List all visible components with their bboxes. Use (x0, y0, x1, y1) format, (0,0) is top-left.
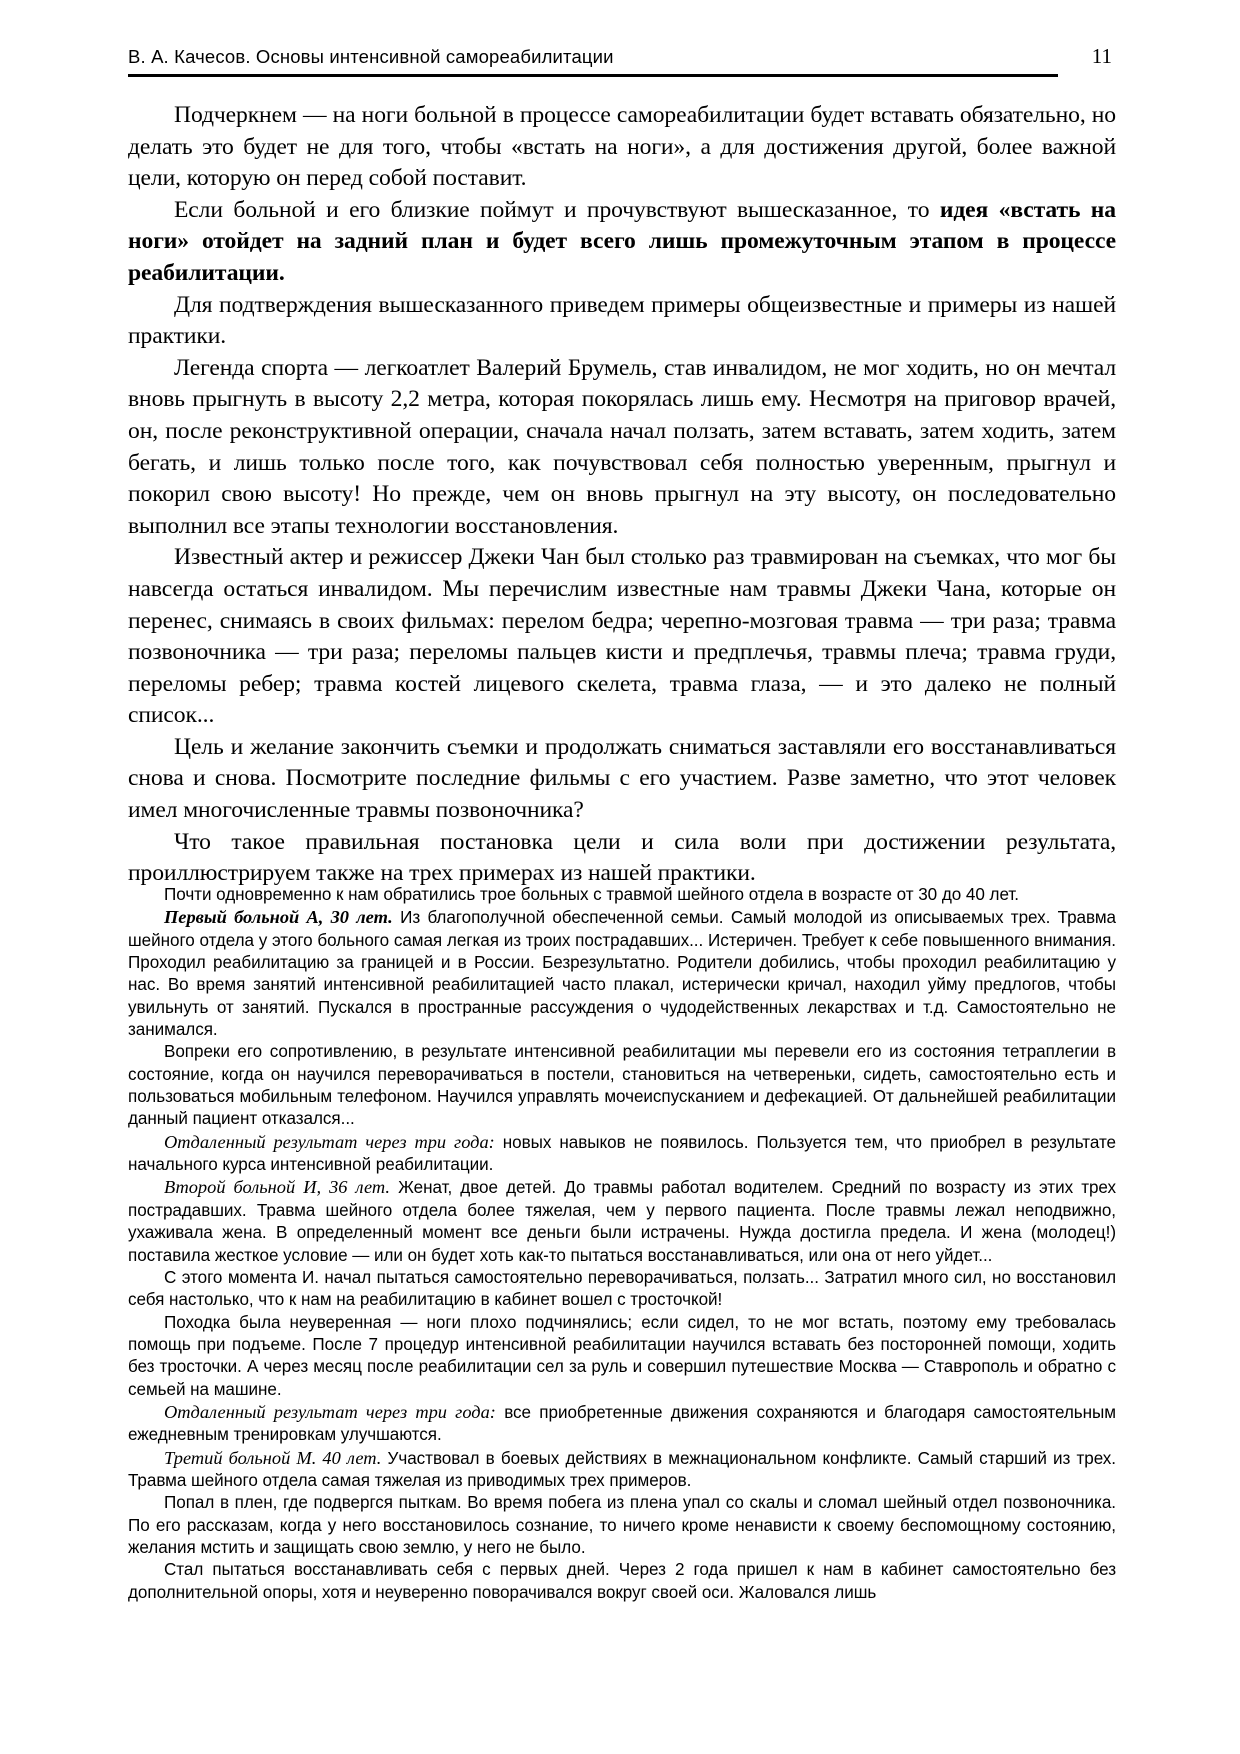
paragraph (128, 1131, 1116, 1177)
running-head-rule (128, 74, 1058, 77)
paragraph (128, 1492, 1116, 1559)
paragraph (128, 542, 1116, 732)
paragraph (128, 290, 1116, 353)
paragraph (128, 1559, 1116, 1604)
text-run: Почти одновременно к нам обратились трое больных с травмой шейного отдела в возрасте от 30 до 40 лет. (164, 885, 1019, 904)
paragraph (128, 1176, 1116, 1266)
text-run: Попал в плен, где подвергся пыткам. Во время побега из плена упал со скалы и сломал шейный отдел позвоночника. По его рассказам, когда у него восстановилось сознание, то ничего кроме ненависти к своему беспомощному состоянию, желания мстить и защищать свою землю, у него не было. (128, 1493, 1116, 1557)
lead-in-run: Третий больной М. 40 лет. (164, 1447, 382, 1468)
text-run: Вопреки его сопротивлению, в результате интенсивной реабилитации мы перевели его из состояния тетраплегии в состояние, когда он научился переворачиваться в постели, становиться на четвереньки, сидеть, самостоятельно есть и пользоваться мобильным телефоном. Научился управлять мочеиспусканием и дефекацией. От дальнейшей реабилитации данный пациент отказался... (128, 1042, 1116, 1129)
text-run: Стал пытаться восстанавливать себя с первых дней. Через 2 года пришел к нам в кабинет самостоятельно без дополнительной опоры, хотя и неуверенно поворачивался вокруг своей оси. Жаловался лишь (128, 1560, 1116, 1602)
text-run: Что такое правильная постановка цели и сила воли при достижении результата, проиллюстрируем также на трех примерах из нашей практики. (128, 828, 1116, 887)
running-head (128, 44, 1116, 78)
emphasis-run: идея «встать на ноги» отойдет на задний план и будет всего лишь промежуточным этапом в процессе реабилитации. (128, 196, 1116, 286)
text-run: новых навыков не появилось. Пользуется тем, что приобрел в результате начального курса интенсивной реабилитации. (128, 1132, 1116, 1175)
paragraph (128, 195, 1116, 290)
paragraph (128, 1401, 1116, 1447)
paragraph (128, 1312, 1116, 1401)
text-run: Из благополучной обеспеченной семьи. Самый молодой из описываемых трех. Травма шейного отдела у этого больного самая легкая из троих пострадавших... Истеричен. Требует к себе повышенного внимания. Проходил реабилитацию за границей и в России. Безрезультатно. Родители добились, чтобы проходил реабилитацию у нас. Во время занятий интенсивной реабилитацией часто плакал, истерически кричал, находил уйму предлогов, чтобы увильнуть от занятий. Пускался в пространные рассуждения о чудодейственных лекарствах и т.д. Самостоятельно не занимался. (128, 908, 1116, 1040)
lead-in-run: Отдаленный результат через три года: (164, 1131, 495, 1152)
paragraph (128, 353, 1116, 543)
text-run: Для подтверждения вышесказанного приведем примеры общеизвестные и примеры из нашей практики. (128, 291, 1116, 350)
paragraph (128, 1267, 1116, 1312)
text-run: Если больной и его близкие поймут и прочувствуют вышесказанное, то (174, 196, 940, 223)
paragraph (128, 906, 1116, 1041)
lead-in-run: Отдаленный результат через три года: (164, 1401, 496, 1422)
text-run: Женат, двое детей. До травмы работал водителем. Средний по возрасту из этих трех пострадавших. Травма шейного отдела более тяжелая, чем у первого пациента. После травмы лежал неподвижно, ухаживала жена. В определенный момент все деньги были истрачены. Нужда достигла предела. И жена (молодец!) поставила жесткое условие — или он будет хоть как-то пытаться восстанавливаться, или она от него уйдет... (128, 1178, 1117, 1265)
main-body-serif (128, 100, 1116, 890)
text-run: Цель и желание закончить съемки и продолжать сниматься заставляли его восстанавливаться снова и снова. Посмотрите последние фильмы с его участием. Разве заметно, что этот человек имел многочисленные травмы позвоночника? (128, 733, 1116, 824)
paragraph (128, 732, 1116, 827)
text-run: Легенда спорта — легкоатлет Валерий Брумель, став инвалидом, не мог ходить, но он мечтал вновь прыгнуть в высоту 2,2 метра, которая покорялась лишь ему. Несмотря на приговор врачей, он, после реконструктивной операции, сначала начал ползать, затем вставать, затем ходить, затем бегать, и лишь только после того, как почувствовал себя полностью уверенным, прыгнул и покорил свою высоту! Но прежде, чем он вновь прыгнул на эту высоту, он последовательно выполнил все этапы технологии восстановления. (128, 354, 1116, 539)
lead-in-run: Второй больной И, 36 лет. (164, 1177, 391, 1198)
text-run: Известный актер и режиссер Джеки Чан был столько раз травмирован на съемках, что мог бы навсегда остаться инвалидом. Мы перечислим известные нам травмы Джеки Чана, которые он перенес, снимаясь в своих фильмах: перелом бедра; черепно-мозговая травма — три раза; травма позвоночника — три раза; переломы пальцев кисти и предплечья, травмы плеча; травма груди, переломы ребер; травма костей лицевого скелета, травма глаза, — и это далеко не полный список... (128, 544, 1116, 729)
text-run: Походка была неуверенная — ноги плохо подчинялись; если сидел, то не мог встать, поэтому ему требовалась помощь при подъеме. После 7 процедур интенсивной реабилитации научился вставать без посторонней помощи, ходить без тросточки. А через месяц после реабилитации сел за руль и совершил путешествие Москва — Ставрополь и обратно с семьей на машине. (128, 1312, 1116, 1399)
page-number: 11 (1091, 44, 1112, 68)
paragraph (128, 884, 1116, 906)
text-run: все приобретенные движения сохраняются и благодаря самостоятельным ежедневным тренировкам улучшаются. (128, 1402, 1116, 1445)
text-run: С этого момента И. начал пытаться самостоятельно переворачиваться, ползать... Затратил много сил, но восстановил себя настолько, что к нам на реабилитацию в кабинет вошел с тросточкой! (128, 1267, 1116, 1310)
paragraph (128, 827, 1116, 890)
running-head-title: В. А. Качесов. Основы интенсивной самореабилитации (128, 46, 614, 67)
text-run: Подчеркнем — на ноги больной в процессе самореабилитации будет вставать обязательно, но делать это будет не для того, чтобы «встать на ноги», а для достижения другой, более важной цели, которую он перед собой поставит. (128, 102, 1116, 192)
case-studies-sans (128, 884, 1116, 1604)
paragraph (128, 1447, 1116, 1493)
paragraph (128, 100, 1116, 195)
lead-in-run: Первый больной А, 30 лет. (164, 907, 393, 928)
text-run: Участвовал в боевых действиях в межнациональном конфликте. Самый старший из трех. Травма шейного отдела самая тяжелая из приводимых трех примеров. (128, 1448, 1116, 1490)
paragraph (128, 1041, 1116, 1130)
